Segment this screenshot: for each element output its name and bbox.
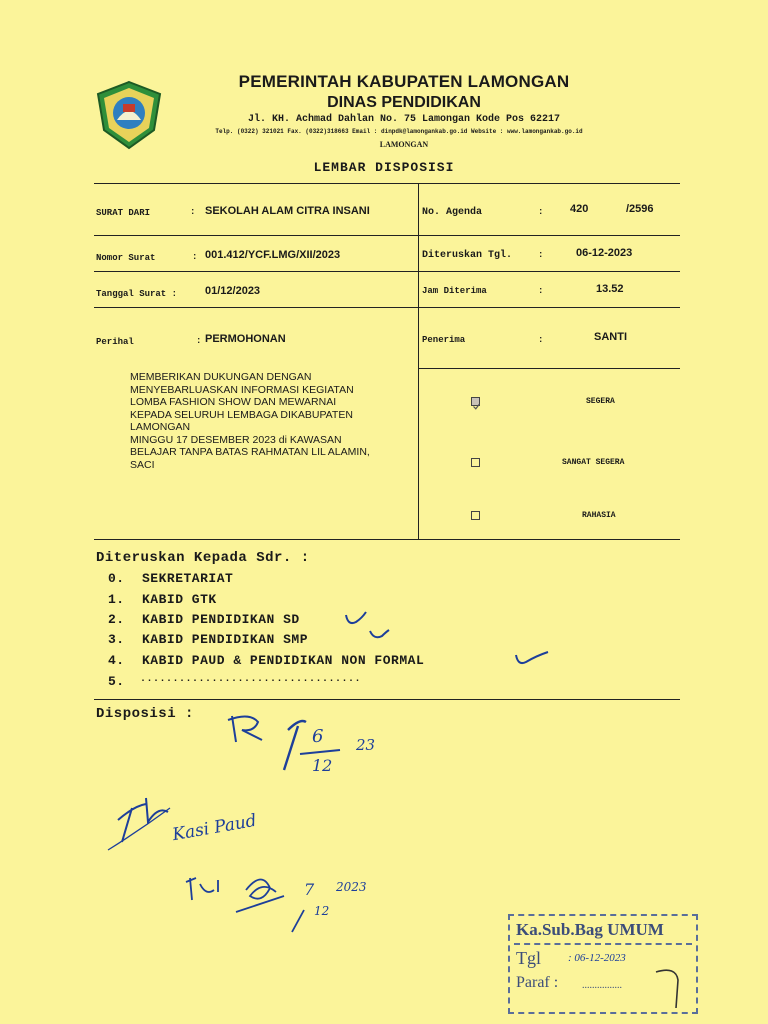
handwritten-day: 6 xyxy=(312,726,324,747)
no-agenda-label: No. Agenda xyxy=(422,207,483,218)
no-agenda-colon: : xyxy=(538,207,544,217)
table-border-top xyxy=(94,183,680,184)
header-government: PEMERINTAH KABUPATEN LAMONGAN xyxy=(238,72,570,91)
perihal-value: PERMOHONAN xyxy=(205,333,286,345)
handwritten-year: 23 xyxy=(356,736,376,754)
no-agenda-suffix: /2596 xyxy=(626,203,654,215)
recipient-name: SEKRETARIAT xyxy=(142,571,234,586)
jam-diterima-label: Jam Diterima xyxy=(422,286,487,296)
perihal-line: SACI xyxy=(130,458,155,471)
table-divider xyxy=(94,235,680,236)
nomor-surat-value: 001.412/YCF.LMG/XII/2023 xyxy=(205,249,341,261)
stamp-tgl-label: Tgl xyxy=(516,948,541,968)
rahasia-label: RAHASIA xyxy=(582,511,616,520)
jam-diterima-colon: : xyxy=(538,286,544,296)
perihal-line: BELAJAR TANPA BATAS RAHMATAN LIL ALAMIN, xyxy=(130,446,370,458)
table-divider xyxy=(94,307,680,308)
no-agenda-number: 420 xyxy=(570,203,589,215)
stamp-paraf-label: Paraf : xyxy=(516,974,559,991)
perihal-line: LAMONGAN xyxy=(130,421,191,433)
nomor-surat-colon: : xyxy=(192,252,198,262)
diteruskan-tgl-label: Diteruskan Tgl. xyxy=(422,250,513,261)
section-divider xyxy=(94,699,680,700)
perihal-line: LOMBA FASHION SHOW DAN MEWARNAI xyxy=(130,396,337,408)
header-department: DINAS PENDIDIKAN xyxy=(327,94,481,111)
handwritten-month-2: 12 xyxy=(314,904,330,918)
recipient-blank: .................................. xyxy=(140,674,362,685)
paraf-signature xyxy=(650,960,690,1010)
tanggal-surat-value: 01/12/2023 xyxy=(205,285,261,297)
handwritten-year-2: 2023 xyxy=(336,880,367,894)
surat-dari-colon: : xyxy=(190,207,196,217)
table-divider xyxy=(94,271,680,272)
recipient-number: 2. xyxy=(108,612,125,627)
handwritten-month: 12 xyxy=(312,756,333,775)
penerima-value: SANTI xyxy=(594,331,627,343)
recipient-number: 1. xyxy=(108,592,125,607)
segera-checkbox[interactable] xyxy=(471,397,480,406)
sangat-segera-checkbox[interactable] xyxy=(471,458,480,467)
recipient-number: 4. xyxy=(108,653,125,668)
recipient-name: KABID PAUD & PENDIDIKAN NON FORMAL xyxy=(142,653,425,668)
recipient-name: KABID PENDIDIKAN SMP xyxy=(142,632,309,647)
recipient-number: 0. xyxy=(108,571,125,586)
penerima-label: Penerima xyxy=(422,335,466,345)
diteruskan-heading: Diteruskan Kepada Sdr. : xyxy=(96,550,310,566)
stamp-title: Ka.Sub.Bag UMUM xyxy=(516,920,664,939)
perihal-line: KEPADA SELURUH LEMBAGA DIKABUPATEN xyxy=(130,408,353,421)
table-divider xyxy=(418,368,680,369)
header-city: LAMONGAN xyxy=(379,140,429,149)
stamp-paraf-dots: ................ xyxy=(582,980,622,991)
sangat-segera-label: SANGAT SEGERA xyxy=(562,458,625,467)
perihal-line: MEMBERIKAN DUKUNGAN DENGAN xyxy=(130,371,312,383)
penerima-colon: : xyxy=(538,335,544,345)
disposisi-label: Disposisi : xyxy=(96,706,194,722)
surat-dari-value: SEKOLAH ALAM CITRA INSANI xyxy=(205,205,370,217)
rahasia-checkbox[interactable] xyxy=(471,511,480,520)
recipient-number: 3. xyxy=(108,632,125,647)
jam-diterima-value: 13.52 xyxy=(596,283,624,295)
perihal-body xyxy=(130,371,410,471)
header-contact: Telp. (0322) 321021 Fax. (0322)318663 Email : dinpdk@lamongankab.go.id Website : www.lamongankab.go.id xyxy=(215,128,583,135)
sub-bag-umum-stamp xyxy=(508,914,698,1014)
perihal-line: MENYEBARLUASKAN INFORMASI KEGIATAN xyxy=(130,383,354,396)
recipient-name: KABID PENDIDIKAN SD xyxy=(142,612,300,627)
segera-label: SEGERA xyxy=(586,397,615,406)
recipient-number: 5. xyxy=(108,674,125,689)
handwritten-day-2: 7 xyxy=(304,880,315,899)
diteruskan-tgl-value: 06-12-2023 xyxy=(576,247,633,259)
document-title: LEMBAR DISPOSISI xyxy=(313,160,455,175)
handwritten-kasi-paud: Kasi Paud xyxy=(170,810,259,846)
check-icon xyxy=(472,402,481,411)
table-border-bottom xyxy=(94,539,680,540)
surat-dari-label: SURAT DARI xyxy=(96,208,151,218)
nomor-surat-label: Nomor Surat xyxy=(96,253,156,263)
tanggal-surat-label: Tanggal Surat : xyxy=(96,289,178,299)
stamp-tgl-value: : 06-12-2023 xyxy=(568,952,626,964)
header-address: Jl. KH. Achmad Dahlan No. 75 Lamongan Kode Pos 62217 xyxy=(247,114,561,125)
recipient-name: KABID GTK xyxy=(142,592,217,607)
perihal-line: MINGGU 17 DESEMBER 2023 di KAWASAN xyxy=(130,433,342,446)
perihal-colon: : xyxy=(196,336,202,346)
table-column-divider xyxy=(418,183,419,539)
diteruskan-tgl-colon: : xyxy=(538,250,544,260)
perihal-label: Perihal xyxy=(96,337,134,347)
